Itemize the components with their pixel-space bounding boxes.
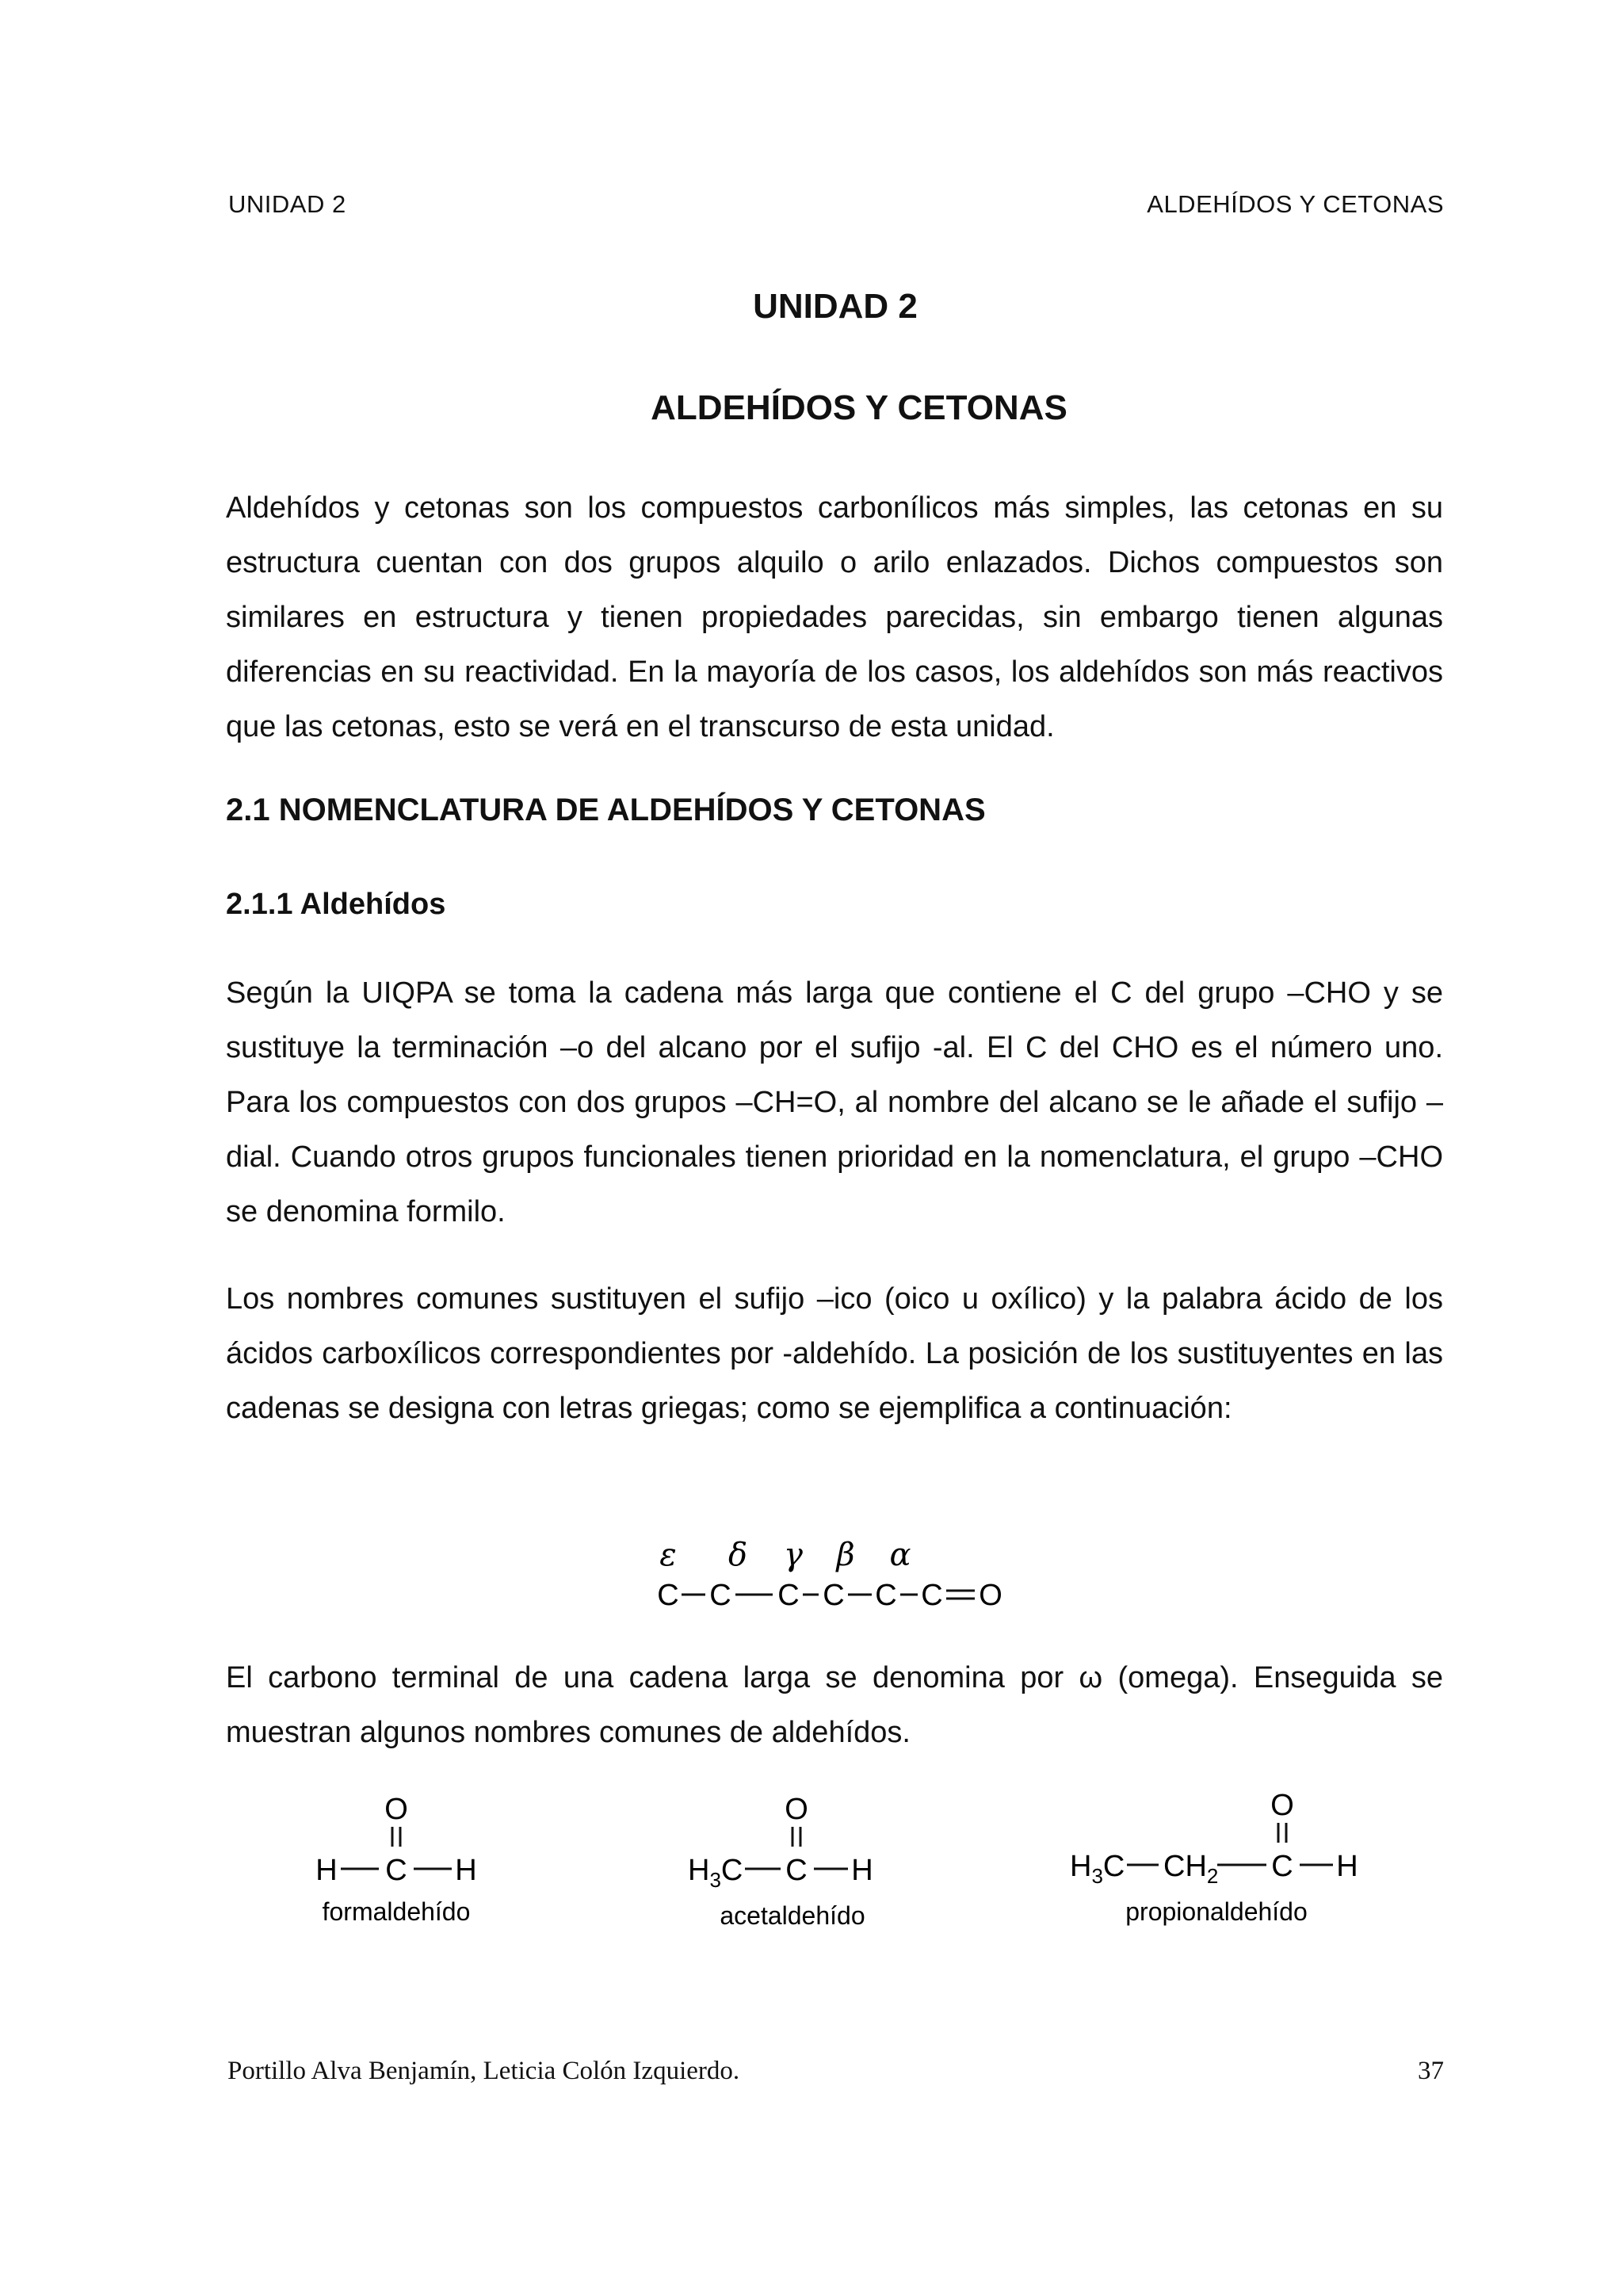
chain-atom-5: C	[875, 1579, 897, 1612]
iupac-paragraph: Según la UIQPA se toma la cadena más larga que contiene el C del grupo –CHO y se sustituye la terminación –o del alcano por el sufijo -al. El C del CHO es el número uno. Para los compuestos con dos grupos –CH=O, al nombre del alcano se le añade el sufijo –dial. Cuando otros grupos funcionales tienen prioridad en la nomenclatura, el grupo –CHO se denomina formilo.	[226, 976, 1443, 1228]
propionaldehyde-methylene-sub: 2	[1206, 1864, 1219, 1888]
subsection-heading: 2.1.1 Aldehídos	[226, 888, 446, 921]
unit-title: UNIDAD 2	[753, 287, 918, 326]
chain-atom-1: C	[657, 1579, 679, 1612]
chapter-title: ALDEHÍDOS Y CETONAS	[651, 388, 1067, 427]
footer-authors: Portillo Alva Benjamín, Leticia Colón Izquierdo.	[227, 2057, 740, 2085]
propionaldehyde-methylene	[1163, 1850, 1218, 1888]
chain-atom-3: C	[777, 1579, 800, 1612]
propionaldehyde-bonds	[1127, 1823, 1333, 1865]
propionaldehyde-methyl	[1070, 1850, 1125, 1888]
chain-atom-4: C	[823, 1579, 845, 1612]
running-header	[228, 190, 1444, 219]
acetaldehyde-methyl-c: C	[720, 1854, 743, 1887]
greek-epsilon: ε	[659, 1537, 677, 1573]
acetaldehyde-methyl	[688, 1854, 743, 1892]
acetaldehyde-carbon: C	[785, 1854, 808, 1887]
formaldehyde-carbon: C	[385, 1854, 407, 1887]
formaldehyde-oxygen: O	[384, 1793, 408, 1826]
greek-delta: δ	[727, 1537, 748, 1573]
acetaldehyde-oxygen: O	[785, 1793, 808, 1826]
formaldehyde-left-h: H	[315, 1854, 338, 1887]
chain-atom-2: C	[709, 1579, 731, 1612]
header-chapter: ALDEHÍDOS Y CETONAS	[1147, 190, 1444, 218]
acetaldehyde-structure	[682, 1787, 888, 1938]
propionaldehyde-right-h: H	[1336, 1850, 1358, 1883]
propionaldehyde-carbon: C	[1271, 1850, 1293, 1883]
propionaldehyde-oxygen: O	[1270, 1789, 1294, 1822]
propionaldehyde-structure	[1062, 1783, 1371, 1934]
propionaldehyde-methyl-c: C	[1102, 1850, 1125, 1883]
greek-alpha: α	[889, 1537, 911, 1573]
header-unit: UNIDAD 2	[228, 190, 346, 218]
formaldehyde-name: formaldehído	[322, 1897, 471, 1926]
propionaldehyde-methylene-ch: CH	[1163, 1850, 1207, 1883]
greek-chain-figure	[650, 1534, 1014, 1621]
common-names-paragraph: Los nombres comunes sustituyen el sufijo –ico (oico u oxílico) y la palabra ácido de los ácidos carboxílicos correspondientes por -aldehído. La posición de los sustituyentes en las cadenas se designa con letras griegas; como se ejemplifica a continuación:	[226, 1282, 1443, 1425]
formaldehyde-right-h: H	[455, 1854, 477, 1887]
propionaldehyde-name: propionaldehído	[1125, 1897, 1308, 1926]
section-heading: 2.1 NOMENCLATURA DE ALDEHÍDOS Y CETONAS	[226, 793, 986, 827]
propionaldehyde-methyl-h: H	[1070, 1850, 1092, 1883]
greek-beta: β	[836, 1537, 855, 1573]
intro-paragraph: Aldehídos y cetonas son los compuestos carbonílicos más simples, las cetonas en su estructura cuentan con dos grupos alquilo o arilo enlazados. Dichos compuestos son similares en estructura y tienen propiedades parecidas, sin embargo tienen algunas diferencias en su reactividad. En la mayoría de los casos, los aldehídos son más reactivos que las cetonas, esto se verá en el transcurso de esta unidad.	[226, 491, 1443, 743]
greek-gamma: γ	[784, 1537, 803, 1573]
chain-atom-oxygen: O	[979, 1579, 1002, 1612]
page-number: 37	[1418, 2057, 1444, 2085]
omega-paragraph: El carbono terminal de una cadena larga se denomina por ω (omega). Enseguida se muestran algunos nombres comunes de aldehídos.	[226, 1661, 1443, 1749]
propionaldehyde-methyl-sub: 3	[1091, 1864, 1103, 1888]
formaldehyde-structure	[309, 1787, 499, 1938]
chain-atom-6: C	[921, 1579, 943, 1612]
acetaldehyde-name: acetaldehído	[720, 1901, 865, 1930]
acetaldehyde-right-h: H	[851, 1854, 873, 1887]
acetaldehyde-methyl-h: H	[688, 1854, 710, 1887]
acetaldehyde-methyl-sub: 3	[709, 1868, 721, 1892]
